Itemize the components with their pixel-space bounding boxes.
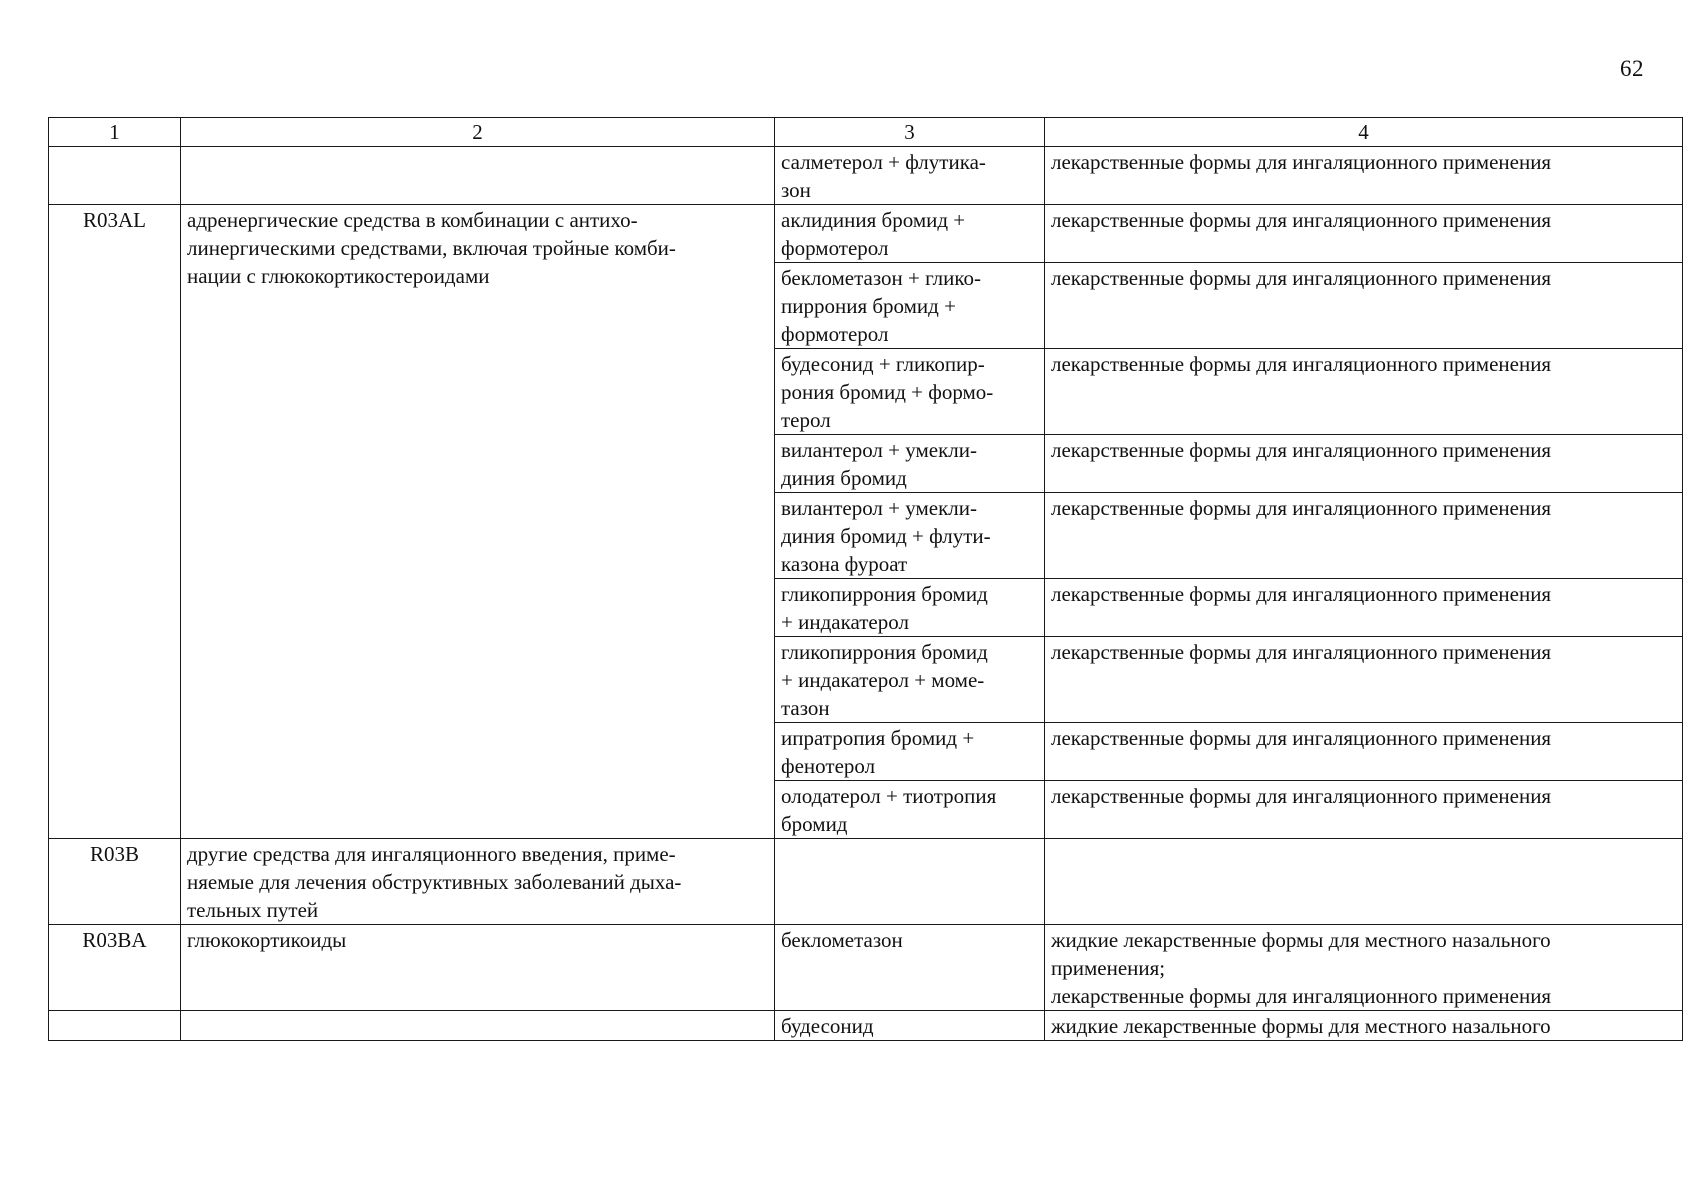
group-name-cell <box>181 1011 775 1041</box>
column-number <box>775 118 1045 147</box>
text-line: будесонид + гликопир- <box>781 352 985 376</box>
text-line: другие средства для ингаляционного введения, приме- <box>187 842 676 866</box>
table-row <box>49 925 1683 1011</box>
text-line: гликопиррония бромид <box>781 582 988 606</box>
group-name-cell <box>181 925 775 1011</box>
drug-name-cell <box>775 839 1045 925</box>
text-line: рония бромид + формо- <box>781 380 994 404</box>
table-row <box>49 1011 1683 1041</box>
text-line: казона фуроат <box>781 552 908 576</box>
text-line: жидкие лекарственные формы для местного назального <box>1051 1014 1551 1038</box>
atc-code-cell <box>49 205 181 839</box>
dosage-form-cell <box>1045 579 1683 637</box>
drug-name-cell <box>775 723 1045 781</box>
drug-name-cell <box>775 435 1045 493</box>
table-body <box>49 147 1683 1041</box>
text-line: ипратропия бромид + <box>781 726 975 750</box>
text-line: гликопиррония бромид <box>781 640 988 664</box>
dosage-form-cell <box>1045 1011 1683 1041</box>
dosage-form-cell <box>1045 493 1683 579</box>
atc-code-cell <box>49 839 181 925</box>
dosage-form-cell <box>1045 925 1683 1011</box>
text-line: лекарственные формы для ингаляционного применения <box>1051 984 1552 1008</box>
text-line: R03BA <box>82 928 147 952</box>
text-line: 1 <box>109 120 120 144</box>
drug-name-cell <box>775 493 1045 579</box>
dosage-form-cell <box>1045 435 1683 493</box>
dosage-form-cell <box>1045 781 1683 839</box>
drug-name-cell <box>775 147 1045 205</box>
dosage-form-cell <box>1045 205 1683 263</box>
text-line: 3 <box>904 120 915 144</box>
text-line: формотерол <box>781 236 889 260</box>
text-line: лекарственные формы для ингаляционного применения <box>1051 784 1552 808</box>
text-line: тазон <box>781 696 830 720</box>
group-name-cell <box>181 839 775 925</box>
text-line: будесонид <box>781 1014 874 1038</box>
text-line: адренергические средства в комбинации с антихо- <box>187 208 638 232</box>
text-line: беклометазон <box>781 928 903 952</box>
drug-name-cell <box>775 1011 1045 1041</box>
text-line: пиррония бромид + <box>781 294 956 318</box>
text-line: тельных путей <box>187 898 319 922</box>
text-line: диния бромид + флути- <box>781 524 991 548</box>
dosage-form-cell <box>1045 349 1683 435</box>
text-line: линергическими средствами, включая тройные комби- <box>187 236 676 260</box>
text-line: 4 <box>1358 120 1369 144</box>
atc-code-cell <box>49 925 181 1011</box>
text-line: лекарственные формы для ингаляционного применения <box>1051 726 1552 750</box>
text-line: нации с глюкокортикостероидами <box>187 264 490 288</box>
table-row <box>49 205 1683 263</box>
text-line: жидкие лекарственные формы для местного назального <box>1051 928 1551 952</box>
table-row <box>49 147 1683 205</box>
text-line: салметерол + флутика- <box>781 150 986 174</box>
dosage-form-cell <box>1045 839 1683 925</box>
text-line: зон <box>781 178 811 202</box>
text-line: лекарственные формы для ингаляционного применения <box>1051 438 1552 462</box>
text-line: R03AL <box>83 208 146 232</box>
text-line: + индакатерол <box>781 610 909 634</box>
column-number <box>181 118 775 147</box>
text-line: лекарственные формы для ингаляционного применения <box>1051 266 1552 290</box>
table-row <box>49 839 1683 925</box>
text-line: аклидиния бромид + <box>781 208 966 232</box>
text-line: диния бромид <box>781 466 907 490</box>
drug-name-cell <box>775 205 1045 263</box>
atc-code-cell <box>49 1011 181 1041</box>
dosage-form-cell <box>1045 263 1683 349</box>
column-number <box>49 118 181 147</box>
text-line: глюкокортикоиды <box>187 928 347 952</box>
dosage-form-cell <box>1045 723 1683 781</box>
text-line: формотерол <box>781 322 889 346</box>
text-line: бромид <box>781 812 848 836</box>
group-name-cell <box>181 147 775 205</box>
drug-name-cell <box>775 925 1045 1011</box>
dosage-form-cell <box>1045 147 1683 205</box>
drug-name-cell <box>775 349 1045 435</box>
text-line: лекарственные формы для ингаляционного применения <box>1051 582 1552 606</box>
drug-name-cell <box>775 781 1045 839</box>
text-line: 62 <box>1620 56 1644 81</box>
page-number <box>1620 56 1690 82</box>
dosage-form-cell <box>1045 637 1683 723</box>
text-line: лекарственные формы для ингаляционного применения <box>1051 640 1552 664</box>
drug-name-cell <box>775 579 1045 637</box>
text-line: няемые для лечения обструктивных заболеваний дыха- <box>187 870 682 894</box>
text-line: олодатерол + тиотропия <box>781 784 997 808</box>
text-line: 2 <box>472 120 483 144</box>
text-line: лекарственные формы для ингаляционного применения <box>1051 496 1552 520</box>
text-line: применения; <box>1051 956 1166 980</box>
atc-code-cell <box>49 147 181 205</box>
column-number-row <box>49 118 1683 147</box>
drug-name-cell <box>775 263 1045 349</box>
text-line: лекарственные формы для ингаляционного применения <box>1051 150 1552 174</box>
text-line: вилантерол + умекли- <box>781 496 977 520</box>
text-line: фенотерол <box>781 754 876 778</box>
column-number <box>1045 118 1683 147</box>
text-line: терол <box>781 408 831 432</box>
text-line: лекарственные формы для ингаляционного применения <box>1051 352 1552 376</box>
text-line: беклометазон + глико- <box>781 266 982 290</box>
text-line: R03B <box>89 842 139 866</box>
drug-name-cell <box>775 637 1045 723</box>
text-line: лекарственные формы для ингаляционного применения <box>1051 208 1552 232</box>
group-name-cell <box>181 205 775 839</box>
drug-table <box>48 117 1683 1041</box>
text-line: вилантерол + умекли- <box>781 438 977 462</box>
text-line: + индакатерол + моме- <box>781 668 985 692</box>
